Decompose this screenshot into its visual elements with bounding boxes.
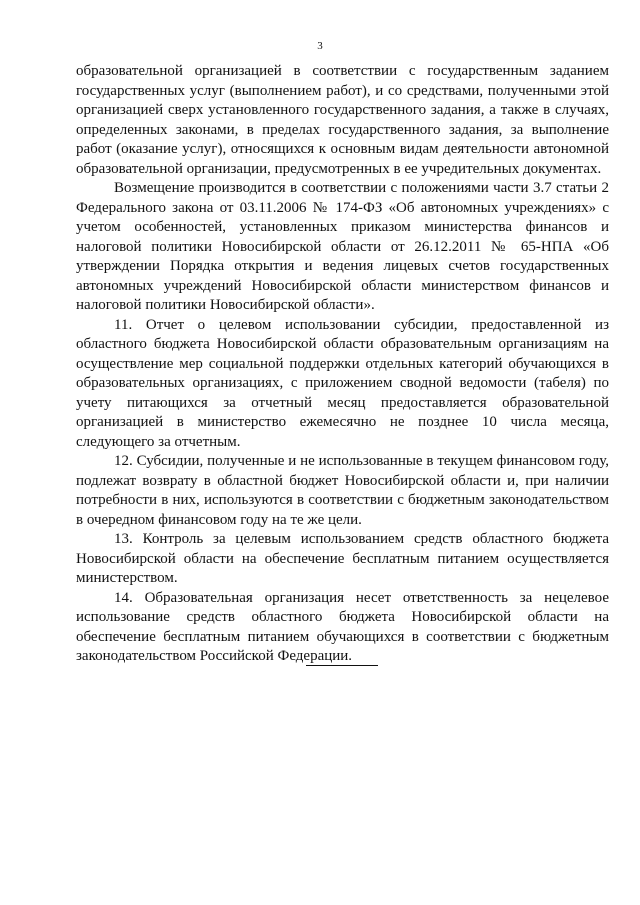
paragraph-continuation: образовательной организацией в соответствии с государственным заданием государственных услуг (выполнением работ), и со средствами, полученными этой организацией сверх установленного государственного задания, а также в случаях, определенных законами, в пределах государственного задания, за выполнение работ (оказание услуг), относящихся к основным видам деятельности автономной образовательной организации, предусмотренных в ее учредительных документах. <box>76 63 609 177</box>
paragraph-13-control: 13. Контроль за целевым использованием средств областного бюджета Новосибирской области на обеспечение бесплатным питанием осуществляется министерством. <box>76 531 609 586</box>
paragraph-11-report: 11. Отчет о целевом использовании субсидии, предоставленной из областного бюджета Новосибирской области образовательным организациям на осуществление мер социальной поддержки отдельных категорий обучающихся в образовательных организациях, с приложением сводной ведомости (табеля) по учету питающихся за отчетный месяц предоставляется образовательной организацией в министерство ежемесячно не позднее 10 числа месяца, следующего за отчетным. <box>76 316 609 450</box>
page-number: 3 <box>317 40 323 52</box>
paragraph-12-return: 12. Субсидии, полученные и не использованные в текущем финансовом году, подлежат возврату в областной бюджет Новосибирской области и, при наличии потребности в них, используются в соответствии с бюджетным законодательством в очередном финансовом году на те же цели. <box>76 453 609 528</box>
end-of-document-rule <box>306 665 378 666</box>
paragraph-reimbursement: Возмещение производится в соответствии с положениями части 3.7 статьи 2 Федерального закона от 03.11.2006 № 174-ФЗ «Об автономных учреждениях» с учетом особенностей, установленных приказом министерства финансов и налоговой политики Новосибирской области от 26.12.2011 № 65-НПА «Об утверждении Порядка открытия и ведения лицевых счетов государственных автономных учреждений Новосибирской области министерством финансов и налоговой политики Новосибирской области». <box>76 180 609 313</box>
document-body <box>76 62 609 667</box>
paragraph-14-responsibility: 14. Образовательная организация несет ответственность за нецелевое использование средств областного бюджета Новосибирской области на обеспечение бесплатным питанием обучающихся в соответствии с бюджетным законодательством Российской Федерации. <box>76 589 609 664</box>
